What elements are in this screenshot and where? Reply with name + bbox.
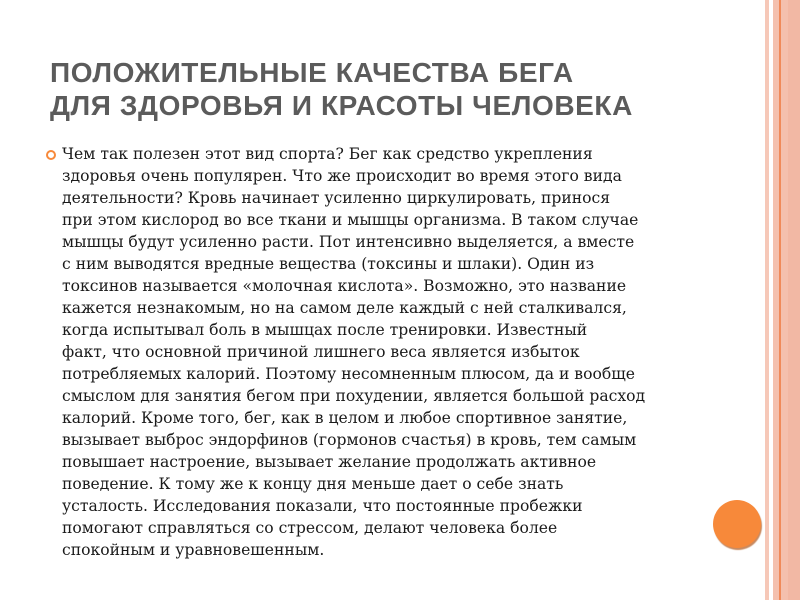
- slide-body-text: [62, 143, 645, 561]
- body-line: калорий. Кроме того, бег, как в целом и любое спортивное занятие,: [62, 409, 628, 427]
- slide-title: [50, 56, 633, 122]
- body-line: здоровья очень популярен. Что же происходит во время этого вида: [62, 167, 622, 185]
- body-line: поведение. К тому же к концу дня меньше дает о себе знать: [62, 475, 564, 493]
- body-line: помогают справляться со стрессом, делают человека более: [62, 519, 558, 537]
- body-line: смыслом для занятия бегом при похудении, является большой расход: [62, 387, 646, 405]
- decor-stripe: [779, 0, 781, 600]
- body-line: Чем так полезен этот вид спорта? Бег как средство укрепления: [62, 145, 593, 163]
- body-line: усталость. Исследования показали, что постоянные пробежки: [62, 497, 583, 515]
- decor-stripe: [788, 0, 800, 600]
- body-line: токсинов называется «молочная кислота». Возможно, это название: [62, 277, 627, 295]
- body-line: деятельности? Кровь начинает усиленно циркулировать, принося: [62, 189, 611, 207]
- body-line: факт, что основной причиной лишнего веса является избыток: [62, 343, 580, 361]
- body-line: повышает настроение, вызывает желание продолжать активное: [62, 453, 597, 471]
- body-line: потребляемых калорий. Поэтому несомненным плюсом, да и вообще: [62, 365, 635, 383]
- body-line: мышцы будут усиленно расти. Пот интенсивно выделяется, а вместе: [62, 233, 635, 251]
- decor-stripe: [765, 0, 769, 600]
- body-line: когда испытывал боль в мышцах после тренировки. Известный: [62, 321, 588, 339]
- body-line: спокойным и уравновешенным.: [62, 541, 325, 559]
- title-line: ПОЛОЖИТЕЛЬНЫЕ КАЧЕСТВА БЕГА: [50, 57, 574, 88]
- body-line: при этом кислород во все ткани и мышцы организма. В таком случае: [62, 211, 639, 229]
- bullet-icon: [46, 150, 56, 160]
- decor-circle: [713, 500, 761, 548]
- body-line: кажется незнакомым, но на самом деле каждый с ней сталкивался,: [62, 299, 627, 317]
- body-line: с ним выводятся вредные вещества (токсины и шлаки). Один из: [62, 255, 595, 273]
- title-line: ДЛЯ ЗДОРОВЬЯ И КРАСОТЫ ЧЕЛОВЕКА: [50, 90, 633, 121]
- body-line: вызывает выброс эндорфинов (гормонов счастья) в кровь, тем самым: [62, 431, 637, 449]
